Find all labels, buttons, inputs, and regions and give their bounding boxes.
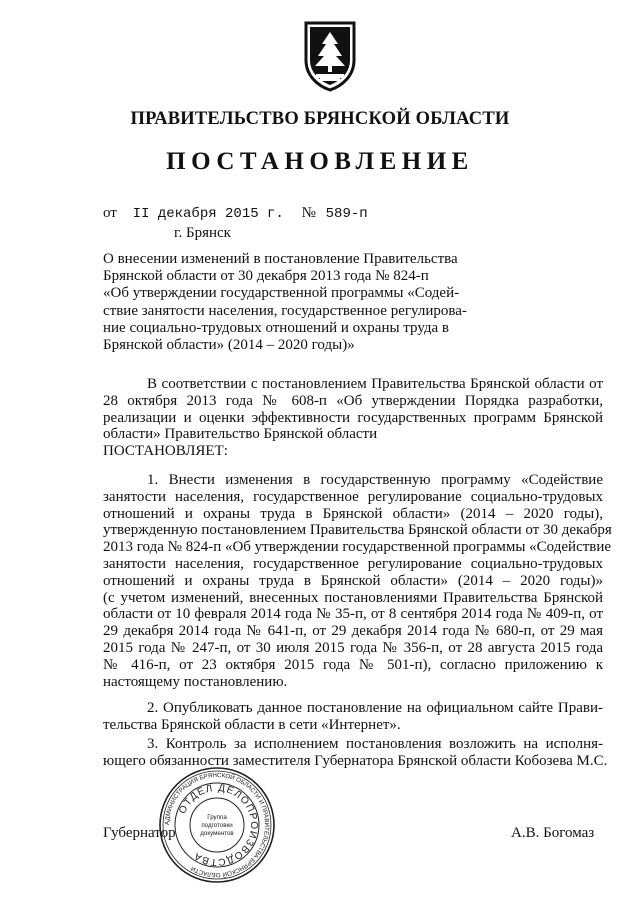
preamble-line: В соответствии с постановлением Правительства Брянской области от xyxy=(147,376,603,392)
preamble-line: 28 октября 2013 года № 608-п «Об утверждении Порядка разработки, xyxy=(103,392,603,409)
preamble-line: реализации и оценки эффективности государственных программ Брянской xyxy=(103,409,603,426)
item-1-line: настоящему постановлению. xyxy=(103,673,288,690)
subject-line: ствие занятости населения, государственное регулирова- xyxy=(103,302,467,319)
item-1-line: отношений и охраны труда в Брянской области» (2014 – 2020 годы)» xyxy=(103,572,603,589)
item-1-line: 1. Внести изменения в государственную программу «Содействие xyxy=(147,472,603,488)
item-3-line: 3. Контроль за исполнением постановления возложить на исполня- xyxy=(147,736,603,752)
item-1-line: (с учетом изменений, внесенных постановлениями Правительства Брянской xyxy=(103,589,603,606)
item-1-line: 29 декабря 2014 года № 641-п, от 29 декабря 2014 года № 680-п, от 29 мая xyxy=(103,623,603,640)
item-2 xyxy=(103,700,603,734)
signature-title: Губернатор xyxy=(103,825,176,841)
item-1-line: № 416-п, от 23 октября 2015 года № 501-п), согласно приложению к xyxy=(103,656,603,673)
official-stamp xyxy=(158,766,276,884)
stamp-center-line: подготовки xyxy=(201,822,233,829)
item-1-line: области от 10 февраля 2014 года № 35-п, от 8 сентября 2014 года № 409-п, от xyxy=(103,606,603,623)
item-1-line: занятости населения, государственное регулирование социально-трудовых xyxy=(103,488,603,505)
subject-line: «Об утверждении государственной программы «Содей- xyxy=(103,285,460,302)
subject-line: Брянской области» (2014 – 2020 годы)» xyxy=(103,337,355,354)
stamp-center-line: документов xyxy=(200,830,234,837)
document-subject xyxy=(103,251,483,354)
city: г. Брянск xyxy=(174,225,231,241)
item-3 xyxy=(103,736,608,770)
preamble-line: области» Правительство Брянской области xyxy=(103,426,378,443)
number-value: 589-п xyxy=(325,206,368,222)
government-title: ПРАВИТЕЛЬСТВО БРЯНСКОЙ ОБЛАСТИ xyxy=(130,109,510,129)
stamp-outer-text: АДМИНИСТРАЦИЯ БРЯНСКОЙ ОБЛАСТИ И ПРАВИТЕЛЬСТВА БРЯНСКОЙ ОБЛАСТИ xyxy=(163,771,271,879)
signature-name: А.В. Богомаз xyxy=(511,825,595,841)
coat-of-arms-icon xyxy=(300,20,360,92)
date-number-line xyxy=(103,205,368,222)
stamp-center-line: Группа xyxy=(207,814,227,821)
decree-word: ПОСТАНОВЛЯЕТ: xyxy=(103,443,228,460)
item-1-line: отношений и охраны труда в Брянской области» (2014 – 2020 годы), xyxy=(103,505,603,522)
number-prefix: № xyxy=(301,205,316,221)
item-3-line: ющего обязанности заместителя Губернатора Брянской области Кобозева М.С. xyxy=(103,752,608,769)
item-1-line: 2013 года № 824-п «Об утверждении государственной программы «Содействие xyxy=(103,539,612,556)
date-value: II декабря 2015 г. xyxy=(132,206,284,222)
item-1 xyxy=(103,472,612,690)
item-1-line: 2015 года № 247-п, от 30 июля 2015 года № 356-п, от 28 августа 2015 года xyxy=(103,639,603,656)
document-type-title: ПОСТАНОВЛЕНИЕ xyxy=(166,148,474,175)
item-1-line: утвержденную постановлением Правительства Брянской области от 30 декабря xyxy=(103,522,612,539)
subject-line: О внесении изменений в постановление Правительства xyxy=(103,251,458,267)
item-2-line: тельства Брянской области в сети «Интернет». xyxy=(103,716,401,733)
item-1-line: занятости населения, государственное регулирование социально-трудовых xyxy=(103,555,603,572)
preamble xyxy=(103,376,603,460)
subject-line: ние социально-трудовых отношений и охраны труда в xyxy=(103,319,450,336)
date-prefix: от xyxy=(103,205,117,221)
item-2-line: 2. Опубликовать данное постановление на официальном сайте Прави- xyxy=(147,700,603,716)
stamp-ring-text: ОТДЕЛ ДЕЛОПРОИЗВОДСТВА xyxy=(177,782,260,868)
subject-line: Брянской области от 30 декабря 2013 года № 824-п xyxy=(103,268,429,285)
